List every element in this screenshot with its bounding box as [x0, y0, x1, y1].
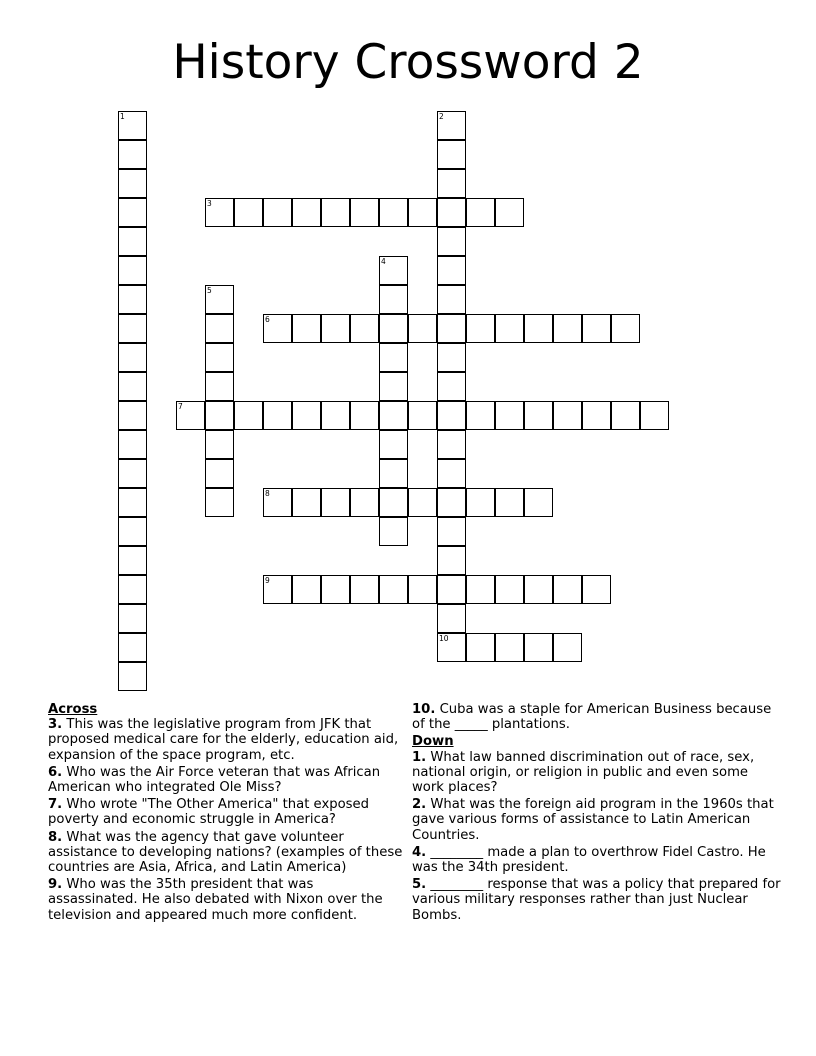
- crossword-cell[interactable]: [321, 488, 350, 517]
- crossword-cell[interactable]: [263, 198, 292, 227]
- crossword-cell[interactable]: [437, 285, 466, 314]
- across-clue-9: [48, 877, 404, 923]
- crossword-cell[interactable]: [118, 140, 147, 169]
- crossword-cell[interactable]: [437, 517, 466, 546]
- crossword-cell[interactable]: [118, 604, 147, 633]
- cell-number: 1: [120, 112, 125, 121]
- crossword-cell[interactable]: [118, 227, 147, 256]
- crossword-cell[interactable]: [321, 314, 350, 343]
- crossword-cell[interactable]: [437, 169, 466, 198]
- across-clue-7: [48, 797, 404, 827]
- down-clue-1: [412, 750, 782, 796]
- crossword-cell[interactable]: [408, 401, 437, 430]
- crossword-cell[interactable]: [118, 169, 147, 198]
- crossword-cell[interactable]: [553, 314, 582, 343]
- crossword-cell[interactable]: [118, 662, 147, 691]
- crossword-cell[interactable]: [408, 198, 437, 227]
- crossword-cell[interactable]: [118, 546, 147, 575]
- crossword-cell[interactable]: [495, 314, 524, 343]
- crossword-cell[interactable]: [379, 372, 408, 401]
- crossword-cell[interactable]: [408, 314, 437, 343]
- crossword-cell[interactable]: [205, 430, 234, 459]
- clues-right-column: [412, 702, 782, 925]
- crossword-cell[interactable]: [205, 343, 234, 372]
- crossword-cell[interactable]: [437, 488, 466, 517]
- crossword-cell[interactable]: [263, 401, 292, 430]
- page-title: History Crossword 2: [172, 35, 644, 90]
- crossword-cell[interactable]: [292, 575, 321, 604]
- crossword-cell[interactable]: [582, 401, 611, 430]
- across-clue-8: [48, 830, 404, 876]
- crossword-cell[interactable]: [466, 314, 495, 343]
- crossword-cell[interactable]: [379, 430, 408, 459]
- clue-text: What law banned discrimination out of race, sex, national origin, or religion in public and even some work places?: [412, 749, 755, 796]
- cell-number: 3: [207, 199, 212, 208]
- clue-text: Who wrote "The Other America" that exposed poverty and economic struggle in America?: [48, 797, 370, 828]
- crossword-cell[interactable]: [234, 198, 263, 227]
- crossword-cell[interactable]: [350, 575, 379, 604]
- crossword-cell[interactable]: [495, 488, 524, 517]
- crossword-cell[interactable]: [205, 314, 234, 343]
- crossword-cell[interactable]: [118, 285, 147, 314]
- crossword-cell[interactable]: [611, 401, 640, 430]
- crossword-cell[interactable]: [437, 198, 466, 227]
- across-clue-10: [412, 702, 782, 732]
- crossword-cell[interactable]: [118, 488, 147, 517]
- crossword-cell[interactable]: [466, 198, 495, 227]
- crossword-cell[interactable]: [379, 459, 408, 488]
- crossword-cell[interactable]: [466, 488, 495, 517]
- crossword-cell[interactable]: [379, 401, 408, 430]
- crossword-cell[interactable]: [379, 575, 408, 604]
- crossword-cell[interactable]: [408, 575, 437, 604]
- clue-text: This was the legislative program from JFK that proposed medical care for the elderly, education aid, expansion of the space program, etc.: [48, 717, 399, 763]
- across-clue-3: [48, 717, 404, 763]
- clue-text: ________ made a plan to overthrow Fidel Castro. He was the 34th president.: [412, 844, 766, 876]
- crossword-cell[interactable]: [437, 140, 466, 169]
- crossword-cell[interactable]: [321, 575, 350, 604]
- clue-number: 1.: [412, 749, 427, 765]
- crossword-cell[interactable]: [582, 314, 611, 343]
- crossword-cell[interactable]: [524, 314, 553, 343]
- clue-text: ________ response that was a policy that prepared for various military responses rather than just Nuclear Bombs.: [412, 877, 781, 923]
- crossword-cell[interactable]: [350, 198, 379, 227]
- crossword-cell[interactable]: [350, 401, 379, 430]
- crossword-cell[interactable]: [205, 401, 234, 430]
- crossword-cell[interactable]: [321, 198, 350, 227]
- crossword-cell[interactable]: [437, 604, 466, 633]
- crossword-cell[interactable]: [437, 401, 466, 430]
- crossword-cell[interactable]: [524, 401, 553, 430]
- cell-number: 9: [265, 576, 270, 585]
- clue-number: 2.: [412, 797, 427, 813]
- crossword-cell[interactable]: [582, 575, 611, 604]
- down-heading: Down: [412, 734, 454, 750]
- crossword-cell[interactable]: [118, 198, 147, 227]
- across-clue-6: [48, 765, 404, 795]
- crossword-cell[interactable]: [640, 401, 669, 430]
- crossword-cell[interactable]: [437, 459, 466, 488]
- crossword-cell[interactable]: [437, 575, 466, 604]
- across-heading: Across: [48, 702, 98, 717]
- crossword-cell[interactable]: [553, 575, 582, 604]
- crossword-cell[interactable]: [379, 488, 408, 517]
- clue-text: Cuba was a staple for American Business because of the _____ plantations.: [412, 702, 772, 733]
- crossword-cell[interactable]: [437, 343, 466, 372]
- crossword-cell[interactable]: [495, 633, 524, 662]
- crossword-cell[interactable]: [437, 546, 466, 575]
- crossword-cell[interactable]: [118, 633, 147, 662]
- crossword-cell[interactable]: [292, 198, 321, 227]
- crossword-cell[interactable]: [205, 459, 234, 488]
- cell-number: 4: [381, 257, 386, 266]
- crossword-cell[interactable]: [350, 488, 379, 517]
- crossword-cell[interactable]: [379, 517, 408, 546]
- down-clue-2: [412, 797, 782, 843]
- crossword-cell[interactable]: [524, 633, 553, 662]
- crossword-cell[interactable]: [205, 488, 234, 517]
- crossword-cell[interactable]: [437, 372, 466, 401]
- crossword-cell[interactable]: [379, 314, 408, 343]
- crossword-cell[interactable]: [118, 517, 147, 546]
- crossword-cell[interactable]: [437, 256, 466, 285]
- crossword-cell[interactable]: [611, 314, 640, 343]
- crossword-cell[interactable]: [118, 430, 147, 459]
- crossword-cell[interactable]: [118, 256, 147, 285]
- crossword-cell[interactable]: [466, 633, 495, 662]
- crossword-cell[interactable]: [437, 430, 466, 459]
- clue-text: What was the agency that gave volunteer assistance to developing nations? (examples of these countries are Asia, Africa, and Latin America): [48, 829, 403, 876]
- crossword-cell[interactable]: [292, 401, 321, 430]
- cell-number: 7: [178, 402, 183, 411]
- clue-text: Who was the Air Force veteran that was African American who integrated Ole Miss?: [48, 764, 381, 796]
- crossword-cell[interactable]: [466, 401, 495, 430]
- crossword-cell[interactable]: [524, 488, 553, 517]
- clue-number: 4.: [412, 844, 427, 860]
- crossword-cell[interactable]: [118, 372, 147, 401]
- crossword-cell[interactable]: [437, 227, 466, 256]
- crossword-cell[interactable]: [118, 575, 147, 604]
- crossword-cell[interactable]: [205, 372, 234, 401]
- crossword-cell[interactable]: [118, 459, 147, 488]
- clue-number: 10.: [412, 702, 436, 717]
- crossword-cell[interactable]: [350, 314, 379, 343]
- crossword-cell[interactable]: [495, 401, 524, 430]
- clue-number: 3.: [48, 717, 63, 733]
- down-clue-5: [412, 877, 782, 923]
- crossword-cell[interactable]: [321, 401, 350, 430]
- crossword-cell[interactable]: [553, 401, 582, 430]
- crossword-cell[interactable]: [118, 401, 147, 430]
- crossword-cell[interactable]: [379, 285, 408, 314]
- crossword-cell[interactable]: [118, 314, 147, 343]
- clue-number: 7.: [48, 797, 63, 813]
- crossword-cell[interactable]: [292, 314, 321, 343]
- crossword-cell[interactable]: [379, 198, 408, 227]
- cell-number: 6: [265, 315, 270, 324]
- crossword-cell[interactable]: [379, 343, 408, 372]
- crossword-cell[interactable]: [234, 401, 263, 430]
- clues-left-column: [48, 702, 404, 925]
- clue-number: 5.: [412, 877, 427, 893]
- crossword-cell[interactable]: [292, 488, 321, 517]
- clue-number: 6.: [48, 764, 63, 780]
- down-clue-4: [412, 845, 782, 875]
- clue-number: 9.: [48, 877, 63, 893]
- crossword-cell[interactable]: [553, 633, 582, 662]
- crossword-cell[interactable]: [466, 575, 495, 604]
- crossword-cell[interactable]: [524, 575, 553, 604]
- cell-number: 10: [439, 634, 449, 643]
- crossword-cell[interactable]: [437, 314, 466, 343]
- cell-number: 5: [207, 286, 212, 295]
- crossword-cell[interactable]: [118, 343, 147, 372]
- clue-text: What was the foreign aid program in the 1960s that gave various forms of assistance to Latin American Countries.: [412, 797, 774, 843]
- crossword-cell[interactable]: [408, 488, 437, 517]
- clue-text: Who was the 35th president that was assassinated. He also debated with Nixon over the television and appeared much more confident.: [48, 877, 383, 923]
- clue-number: 8.: [48, 829, 63, 845]
- cell-number: 2: [439, 112, 444, 121]
- crossword-cell[interactable]: [495, 198, 524, 227]
- cell-number: 8: [265, 489, 270, 498]
- crossword-cell[interactable]: [495, 575, 524, 604]
